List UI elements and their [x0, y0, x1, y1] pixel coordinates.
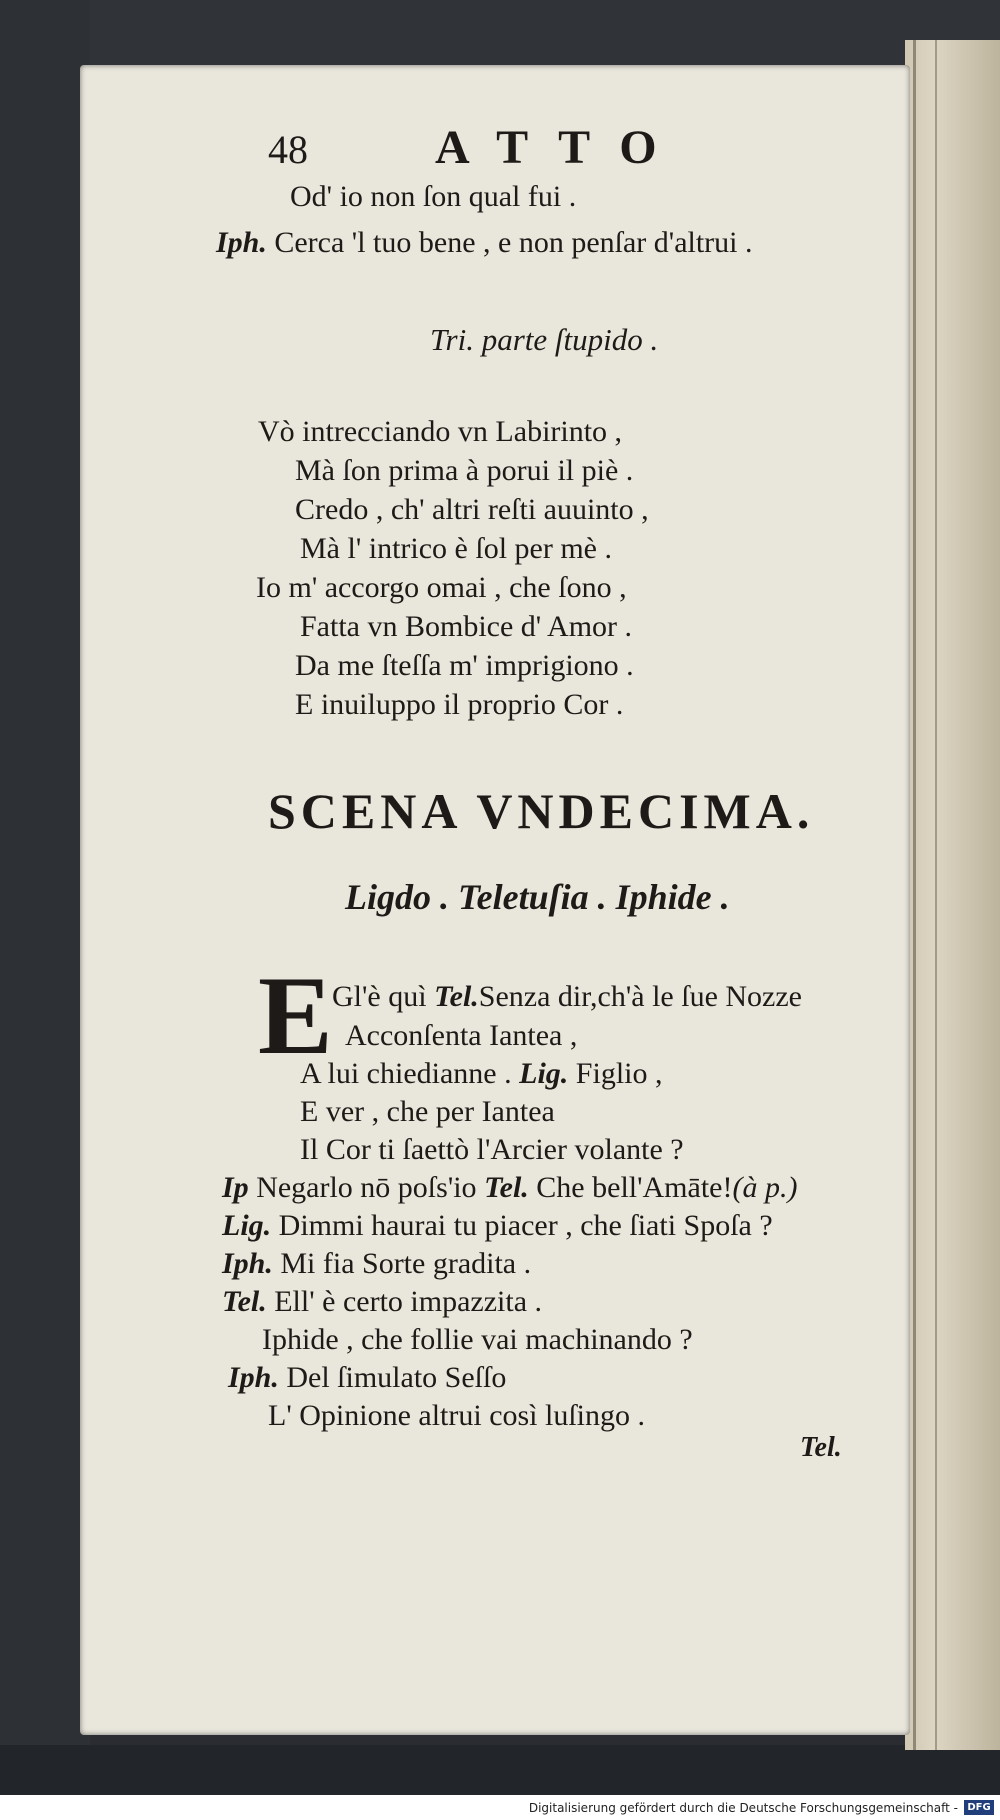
- verse-line: Od' io non ſon qual fui .: [290, 180, 577, 213]
- dialogue-line: L' Opinione altrui così luſingo .: [268, 1399, 646, 1432]
- dialogue-line: Lig. Dimmi haurai tu piacer , che ſiati Spoſa ?: [222, 1209, 773, 1242]
- poem-line: Mà ſon prima à porui il piè .: [295, 454, 634, 487]
- page-edge-line: [935, 40, 937, 1750]
- dialogue-line: Iphide , che follie vai machinando ?: [262, 1323, 693, 1356]
- page-number: 48: [268, 127, 308, 172]
- dialogue-line: Il Cor ti ſaettò l'Arcier volante ?: [300, 1133, 684, 1166]
- dialogue-line: Ip Negarlo nō poſs'io Tel. Che bell'Amāte!(à p.): [222, 1171, 798, 1204]
- poem-line: Vò intrecciando vn Labirinto ,: [258, 415, 623, 448]
- catchword: Tel.: [800, 1432, 842, 1463]
- speaker-label: Ip: [222, 1171, 249, 1204]
- speaker-label: Lig.: [519, 1057, 569, 1090]
- dialogue-line: Iph. Del ſimulato Seſſo: [228, 1361, 507, 1394]
- footer-bar: [0, 1795, 1000, 1820]
- footer-credit: Digitalisierung gefördert durch die Deutsche Forschungsgemeinschaft -: [528, 1801, 958, 1815]
- speaker-label: Tel.: [434, 980, 479, 1013]
- speaker-label: Tel.: [222, 1285, 267, 1318]
- speaker-label: Iph.: [222, 1247, 273, 1280]
- poem-line: Mà l' intrico è ſol per mè .: [300, 532, 612, 565]
- poem-line: Da me ſteſſa m' imprigiono .: [295, 649, 634, 682]
- dialogue-line: Gl'è quì Tel.Senza dir,ch'à le ſue Nozze: [332, 980, 802, 1013]
- page-edge-line: [913, 40, 916, 1750]
- speaker-label: Tel.: [484, 1171, 529, 1204]
- adjacent-page-edge: [905, 40, 1000, 1750]
- dfg-logo: DFG: [964, 1800, 994, 1815]
- drop-cap: E: [258, 954, 333, 1078]
- background-top: [0, 0, 1000, 70]
- speaker-label: Lig.: [222, 1209, 272, 1242]
- dialogue-line: E ver , che per Iantea: [300, 1095, 555, 1128]
- dialogue-line: Iph. Mi fia Sorte gradita .: [222, 1247, 532, 1280]
- aside-note: (à p.): [732, 1171, 798, 1204]
- scene-title: SCENA VNDECIMA.: [268, 783, 815, 839]
- poem-line: E inuiluppo il proprio Cor .: [295, 688, 624, 721]
- poem-line: Fatta vn Bombice d' Amor .: [300, 610, 633, 643]
- speaker-label: Iph.: [228, 1361, 279, 1394]
- verse-line: Iph. Cerca 'l tuo bene , e non penſar d'altrui .: [216, 226, 753, 259]
- background-bottom: [0, 1745, 1000, 1795]
- dialogue-line: Acconſenta Iantea ,: [345, 1019, 578, 1052]
- running-header: ATTO: [435, 121, 687, 174]
- character-list: Ligdo . Teletuſia . Iphide .: [345, 877, 730, 917]
- stage-direction: Tri. parte ſtupido .: [430, 322, 659, 357]
- dialogue-line: A lui chiedianne . Lig. Figlio ,: [300, 1057, 663, 1090]
- poem-line: Credo , ch' altri reſti auuinto ,: [295, 493, 649, 526]
- background-left: [0, 0, 90, 1820]
- speaker-label: Iph.: [216, 226, 267, 259]
- poem-line: Io m' accorgo omai , che ſono ,: [256, 571, 627, 604]
- dialogue-line: Tel. Ell' è certo impazzita .: [222, 1285, 543, 1318]
